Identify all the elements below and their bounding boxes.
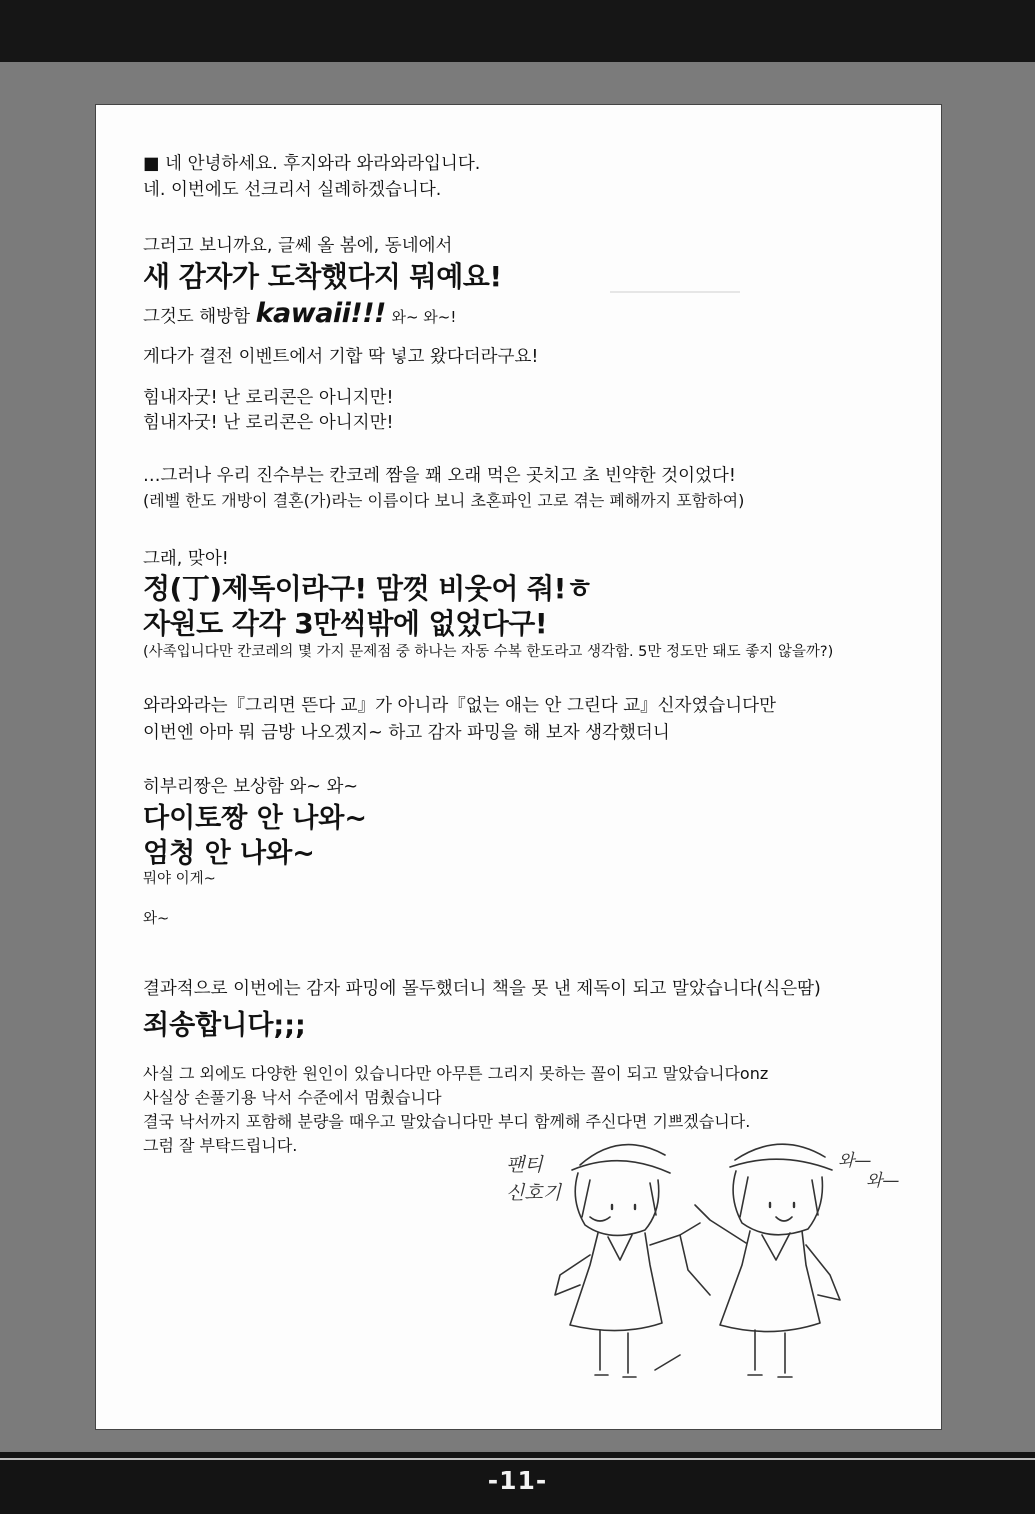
text-line-greeting: ■ 네 안녕하세요. 후지와라 와라와라입니다. [143,154,481,174]
text-line: 힘내자굿! 난 로리콘은 아니지만! [143,388,394,408]
text-line: 그래, 맞아! [143,549,229,569]
kawaii-text: kawaii!!! [255,298,386,329]
text-line-small: 뭐야 이게~ [143,871,216,887]
text-line-kawaii [143,298,456,329]
text-line: 게다가 결전 이벤트에서 기합 딱 넣고 왔다더라구요! [143,347,539,367]
text-line: 히부리짱은 보상함 와~ 와~ [143,777,359,797]
text-line-footnote: (사족입니다만 칸코레의 몇 가지 문제점 중 하나는 자동 수복 한도라고 생각함. 5만 정도만 돼도 좋지 않을까?) [143,644,834,660]
handwritten-note-right: 와— [838,1151,872,1171]
handwritten-note-left: 팬티 [506,1154,543,1176]
text-line: 그러고 보니까요, 글쎄 올 봄에, 동네에서 [143,236,453,256]
page-number: -11- [487,1466,548,1495]
text-line: (레벨 한도 개방이 결혼(가)라는 이름이다 보니 초혼파인 고로 겪는 폐해까지 포함하여) [143,491,745,510]
text-line: 힘내자굿! 난 로리콘은 아니지만! [143,413,394,433]
headline-text: 정(丁)제독이라구! 맘껏 비웃어 줘!ㅎ [143,572,593,605]
text-line: 그럼 잘 부탁드립니다. [143,1136,298,1155]
text-line-apology: 네. 이번에도 선크리서 실례하겠습니다. [143,180,442,200]
text-span: 그것도 해방함 [143,307,250,327]
bottom-rule [0,1458,1035,1460]
chibi-girls-sketch [550,1125,880,1390]
headline-text: 죄송합니다;;; [143,1010,306,1041]
scan-smudge [610,291,740,293]
text-line: 사실 그 외에도 다양한 원인이 있습니다만 아무튼 그리지 못하는 꼴이 되고 말았습니다onz [143,1064,769,1083]
text-span: 와~ 와~! [391,308,457,326]
text-line: …그러나 우리 진수부는 칸코레 짬을 꽤 오래 먹은 곳치고 초 빈약한 것이었다! [143,466,736,486]
text-line: 이번엔 아마 뭐 금방 나오겠지~ 하고 감자 파밍을 해 보자 생각했더니 [143,723,670,743]
handwritten-note-left: 신호기 [506,1182,562,1204]
text-line: 결국 낙서까지 포함해 분량을 때우고 말았습니다만 부디 함께해 주신다면 기쁘겠습니다. [143,1112,751,1131]
text-line: 결과적으로 이번에는 감자 파밍에 몰두했더니 책을 못 낸 제독이 되고 말았습니다(식은땀) [143,979,821,999]
top-black-band [0,0,1035,62]
headline-text: 엄청 안 나와~ [143,838,315,869]
handwritten-note-right: 와— [866,1171,900,1191]
text-line-small: 와~ [143,911,170,927]
headline-text: 새 감자가 도착했다지 뭐예요! [143,260,502,293]
headline-text: 다이토짱 안 나와~ [143,803,367,834]
text-line: 사실상 손풀기용 낙서 수준에서 멈췄습니다 [143,1088,442,1107]
text-line: 와라와라는『그리면 뜬다 교』가 아니라『없는 애는 안 그린다 교』신자였습니다만 [143,696,776,716]
headline-text: 자원도 각각 3만씩밖에 없었다구! [143,607,548,640]
